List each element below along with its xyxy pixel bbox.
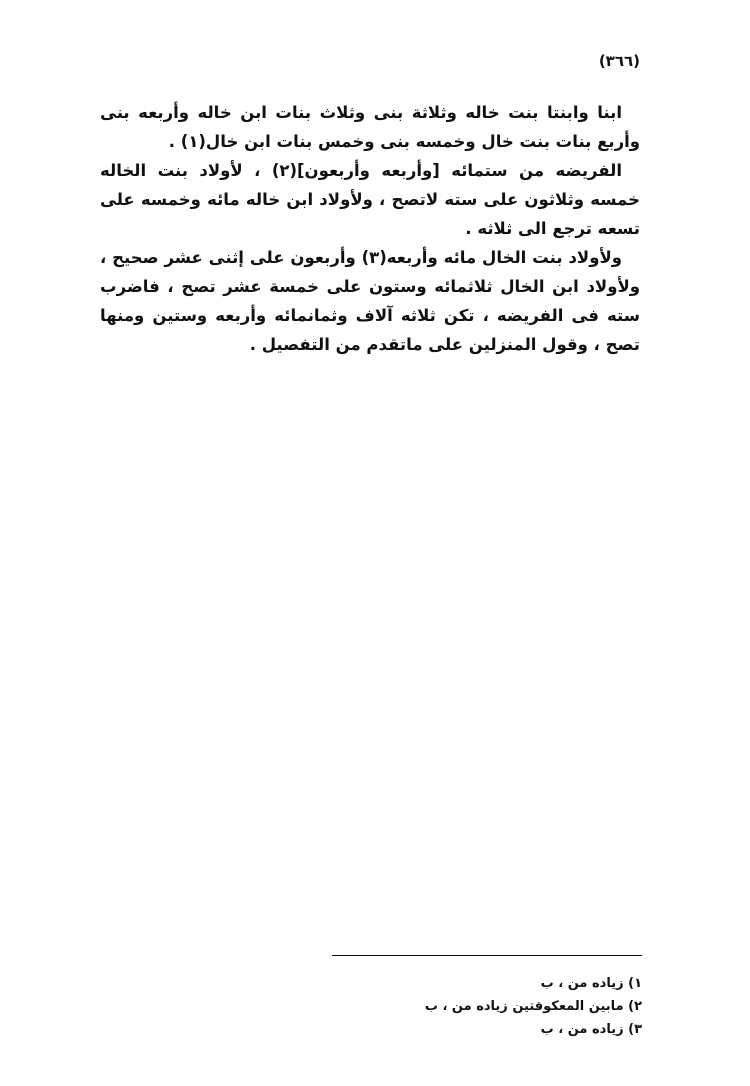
paragraph: ابنا وابنتا بنت خاله وثلاثة بنى وثلاث بنات ابن خاله وأربعه بنى وأربع بنات بنت خال وخمسه بنى وخمس بنات ابن خال(١) . xyxy=(100,103,640,151)
page-number: (٣٦٦) xyxy=(598,52,640,70)
footnotes xyxy=(425,972,642,1041)
footnote: ١) زياده من ، ب xyxy=(540,976,642,991)
footnote-divider xyxy=(332,955,642,956)
footnote: ٢) مابين المعكوفتين زياده من ، ب xyxy=(424,999,642,1014)
main-text-block xyxy=(100,98,640,359)
paragraph: الفريضه من ستمائه [وأربعه وأربعون](٢) ، لأولاد بنت الخاله خمسه وثلاثون على سته لاتصح ، ولأولاد ابن خاله مائه وخمسه على تسعه ترجع الى ثلاثه . xyxy=(100,161,640,238)
footnote: ٣) زياده من ، ب xyxy=(540,1022,642,1037)
paragraph: ولأولاد بنت الخال مائه وأربعه(٣) وأربعون على إثنى عشر صحيح ، ولأولاد ابن الخال ثلاثمائه وستون على خمسة عشر تصح ، فاضرب سته فى الفريضه ، تكن ثلاثه آلاف وثمانمائه وأربعه وستين ومنها تصح ، وقول المنزلين على ماتقدم من التفصيل . xyxy=(100,248,640,354)
